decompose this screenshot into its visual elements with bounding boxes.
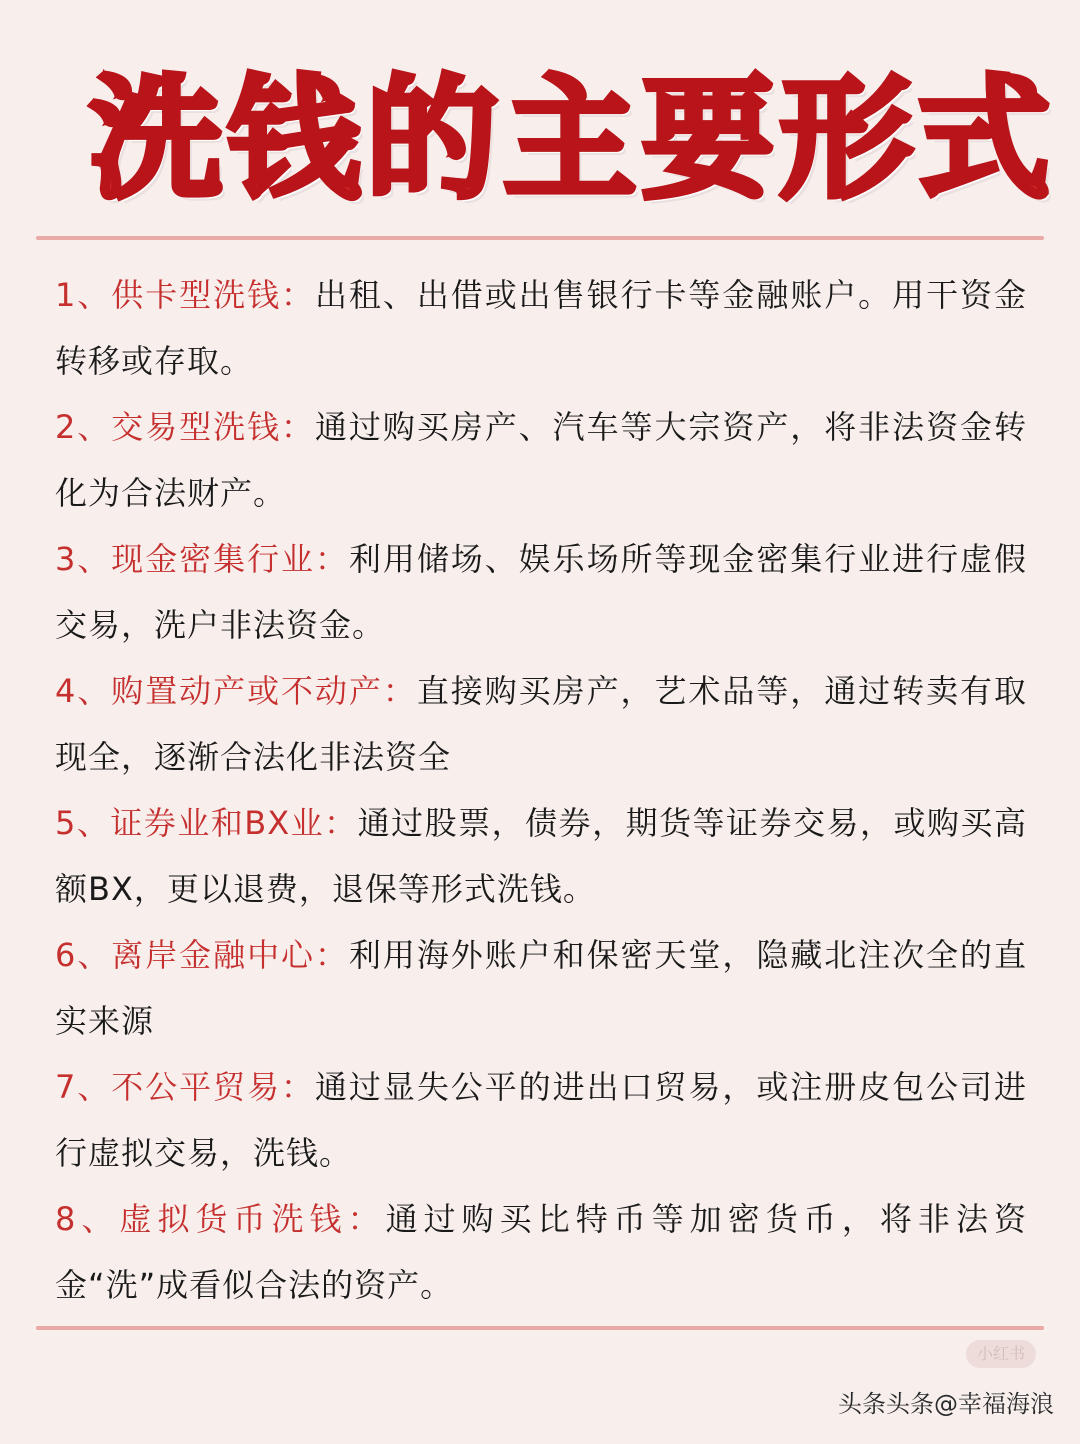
item-label: 购置动产或不动产： [111, 672, 417, 710]
list-item [55, 1054, 1027, 1186]
list-item [55, 526, 1027, 658]
item-text: 直接购买房产，艺术品等，通过转卖有取现全，逐渐合法化非法资全 [55, 672, 1027, 776]
list-item [55, 922, 1027, 1054]
item-text: 通过购买房产、汽车等大宗资产，将非法资金转化为合法财产。 [55, 408, 1027, 512]
item-label: 证券业和BX业： [110, 804, 358, 842]
item-text: 出租、出借或出售银行卡等金融账户。用干资金转移或存取。 [55, 276, 1027, 380]
top-divider [36, 236, 1044, 240]
item-label: 不公平贸易： [111, 1068, 315, 1106]
list-item [55, 790, 1027, 922]
item-label: 交易型洗钱： [111, 408, 315, 446]
item-text: 利用储场、娱乐场所等现金密集行业进行虚假交易，洗户非法资金。 [55, 540, 1027, 644]
bottom-divider [36, 1326, 1044, 1330]
page-title: 洗钱的主要形式 [90, 63, 1056, 217]
item-number: 1、 [55, 276, 112, 314]
author-credit: 头条头条@幸福海浪 [838, 1390, 1054, 1418]
item-label: 虚拟货币洗钱： [119, 1200, 386, 1238]
item-label: 离岸金融中心： [111, 936, 349, 974]
item-label: 供卡型洗钱： [111, 276, 315, 314]
item-text: 通过显失公平的进出口贸易，或注册皮包公司进行虚拟交易，洗钱。 [55, 1068, 1027, 1172]
item-text: 利用海外账户和保密天堂，隐藏北注次全的直实来源 [55, 936, 1027, 1040]
item-number: 7、 [55, 1068, 112, 1106]
item-number: 6、 [55, 936, 112, 974]
item-number: 2、 [55, 408, 112, 446]
item-text: 通过购买比特币等加密货币，将非法资金“洗”成看似合法的资产。 [55, 1200, 1027, 1304]
list-item [55, 658, 1027, 790]
item-text: 通过股票，债券，期货等证券交易，或购买高额BX，更以退费，退保等形式洗钱。 [55, 804, 1027, 908]
item-number: 4、 [55, 672, 112, 710]
watermark-logo: 小红书 [966, 1340, 1036, 1368]
item-number: 8、 [55, 1200, 120, 1238]
list-item [55, 1186, 1027, 1318]
list-item [55, 262, 1027, 394]
item-number: 3、 [55, 540, 112, 578]
item-number: 5、 [55, 804, 111, 842]
list-item [55, 394, 1027, 526]
item-label: 现金密集行业： [111, 540, 349, 578]
laundering-forms-list [55, 262, 1027, 1318]
